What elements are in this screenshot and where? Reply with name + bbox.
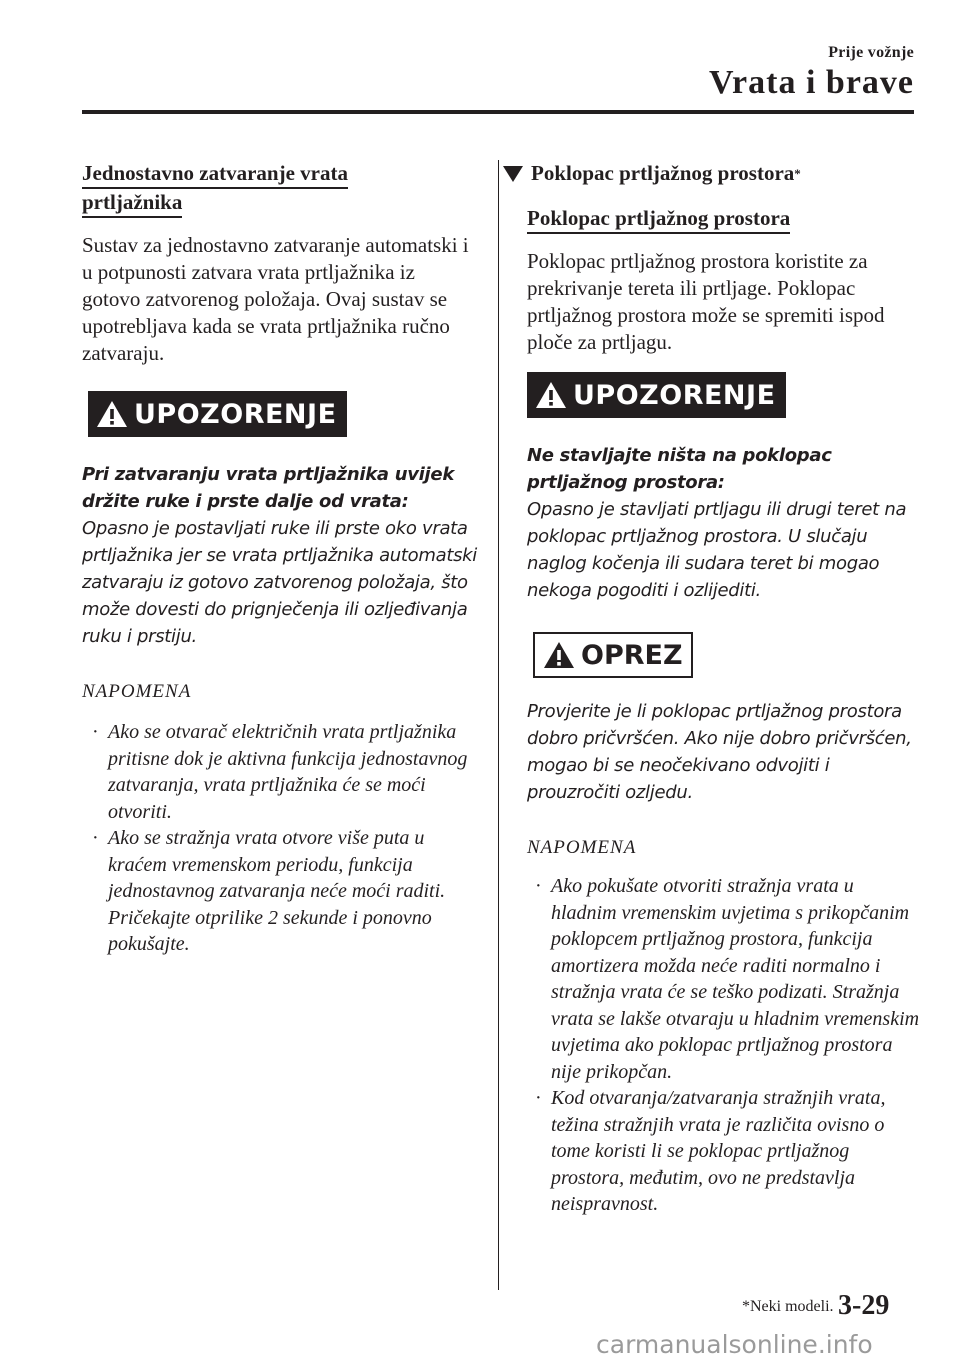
page-number: 3-29 bbox=[838, 1290, 890, 1321]
warning-banner: UPOZORENJE bbox=[88, 391, 347, 437]
running-header-section: Prije vožnje bbox=[828, 44, 914, 61]
list-item: · Ako pokušate otvoriti stražnja vrata u hladnim vremenskim uvjetima s prikopčanim poklopcem prtljažnog prostora, funkcija amortizera možda neće raditi normalno i stražnja vrata će se teško podizati. Stražnja vrata se lakše otvaraju u hladnim vremenskim uvjetima ako poklopac prtljažnog prostora nije prikopčan. bbox=[535, 875, 920, 1083]
column-divider bbox=[498, 160, 499, 1290]
warning-text: Opasno je stavljati prtljagu ili drugi teret na poklopac prtljažnog prostora. U slučaju naglog kočenja ili sudara teret bi mogao nekoga pogoditi i ozlijediti. bbox=[527, 499, 907, 601]
cargo-cover-description: Poklopac prtljažnog prostora koristite za prekrivanje tereta ili prtljage. Poklopac prtljažnog prostora može se spremiti ispod ploče za prtljagu. bbox=[527, 249, 885, 354]
watermark: carmanualsonline.info bbox=[596, 1330, 873, 1359]
caution-banner: OPREZ bbox=[533, 632, 693, 678]
warning-triangle-icon bbox=[543, 641, 575, 669]
warning-banner: UPOZORENJE bbox=[527, 372, 786, 418]
list-item: · Ako se otvarač električnih vrata prtljažnika pritisne dok je aktivna funkcija jednostavnog zatvaranja, vrata prtljažnika će se moći otvoriti. bbox=[92, 721, 468, 823]
header-rule bbox=[82, 110, 914, 114]
note-list bbox=[527, 873, 922, 1218]
note-heading: NAPOMENA bbox=[82, 681, 192, 702]
subheading-easy-close: Jednostavno zatvaranje vrata prtljažnika bbox=[82, 160, 478, 218]
section-title: Poklopac prtljažnog prostora * bbox=[503, 160, 922, 187]
left-column bbox=[82, 160, 478, 958]
footnote: *Neki modeli. bbox=[742, 1298, 834, 1315]
list-item: · Ako se stražnja vrata otvore više puta u kraćem vremenskom periodu, funkcija jednostavnog zatvaranja neće moći raditi. Pričekajte otprilike 2 sekunde i ponovno pokušajte. bbox=[92, 827, 446, 955]
right-column bbox=[527, 160, 922, 1218]
running-header-title: Vrata i brave bbox=[709, 64, 914, 101]
warning-text: Opasno je postavljati ruke ili prste oko vrata prtljažnika jer se vrata prtljažnika automatski zatvaraju iz gotovo zatvorenog položaja, što može dovesti do prignječenja ili ozljeđivanja ruku i prstiju. bbox=[82, 518, 477, 647]
triangle-down-icon bbox=[503, 166, 523, 182]
easy-close-description: Sustav za jednostavno zatvaranje automatski i u potpunosti zatvara vrata prtljažnika iz gotovo zatvorenog položaja. Ovaj sustav se upotrebljava kada se vrata prtljažnika ručno zatvaraju. bbox=[82, 233, 469, 365]
warning-heading: Ne stavljajte ništa na poklopac prtljažnog prostora: bbox=[527, 445, 832, 493]
warning-triangle-icon bbox=[96, 400, 128, 428]
note-heading: NAPOMENA bbox=[527, 837, 637, 858]
list-item: · Kod otvaranja/zatvaranja stražnjih vrata, težina stražnjih vrata je različita ovisno o tome koristi li se poklopac prtljažnog prostora, međutim, ovo ne predstavlja neispravnost. bbox=[535, 1087, 886, 1215]
note-list bbox=[82, 719, 478, 958]
warning-triangle-icon bbox=[535, 381, 567, 409]
caution-text: Provjerite je li poklopac prtljažnog prostora dobro pričvršćen. Ako nije dobro pričvršćen, mogao bi se neočekivano odvojiti i prouzročiti ozljedu. bbox=[527, 701, 912, 803]
subheading-cargo-cover: Poklopac prtljažnog prostora bbox=[527, 205, 922, 234]
warning-heading: Pri zatvaranju vrata prtljažnika uvijek držite ruke i prste dalje od vrata: bbox=[82, 464, 454, 512]
